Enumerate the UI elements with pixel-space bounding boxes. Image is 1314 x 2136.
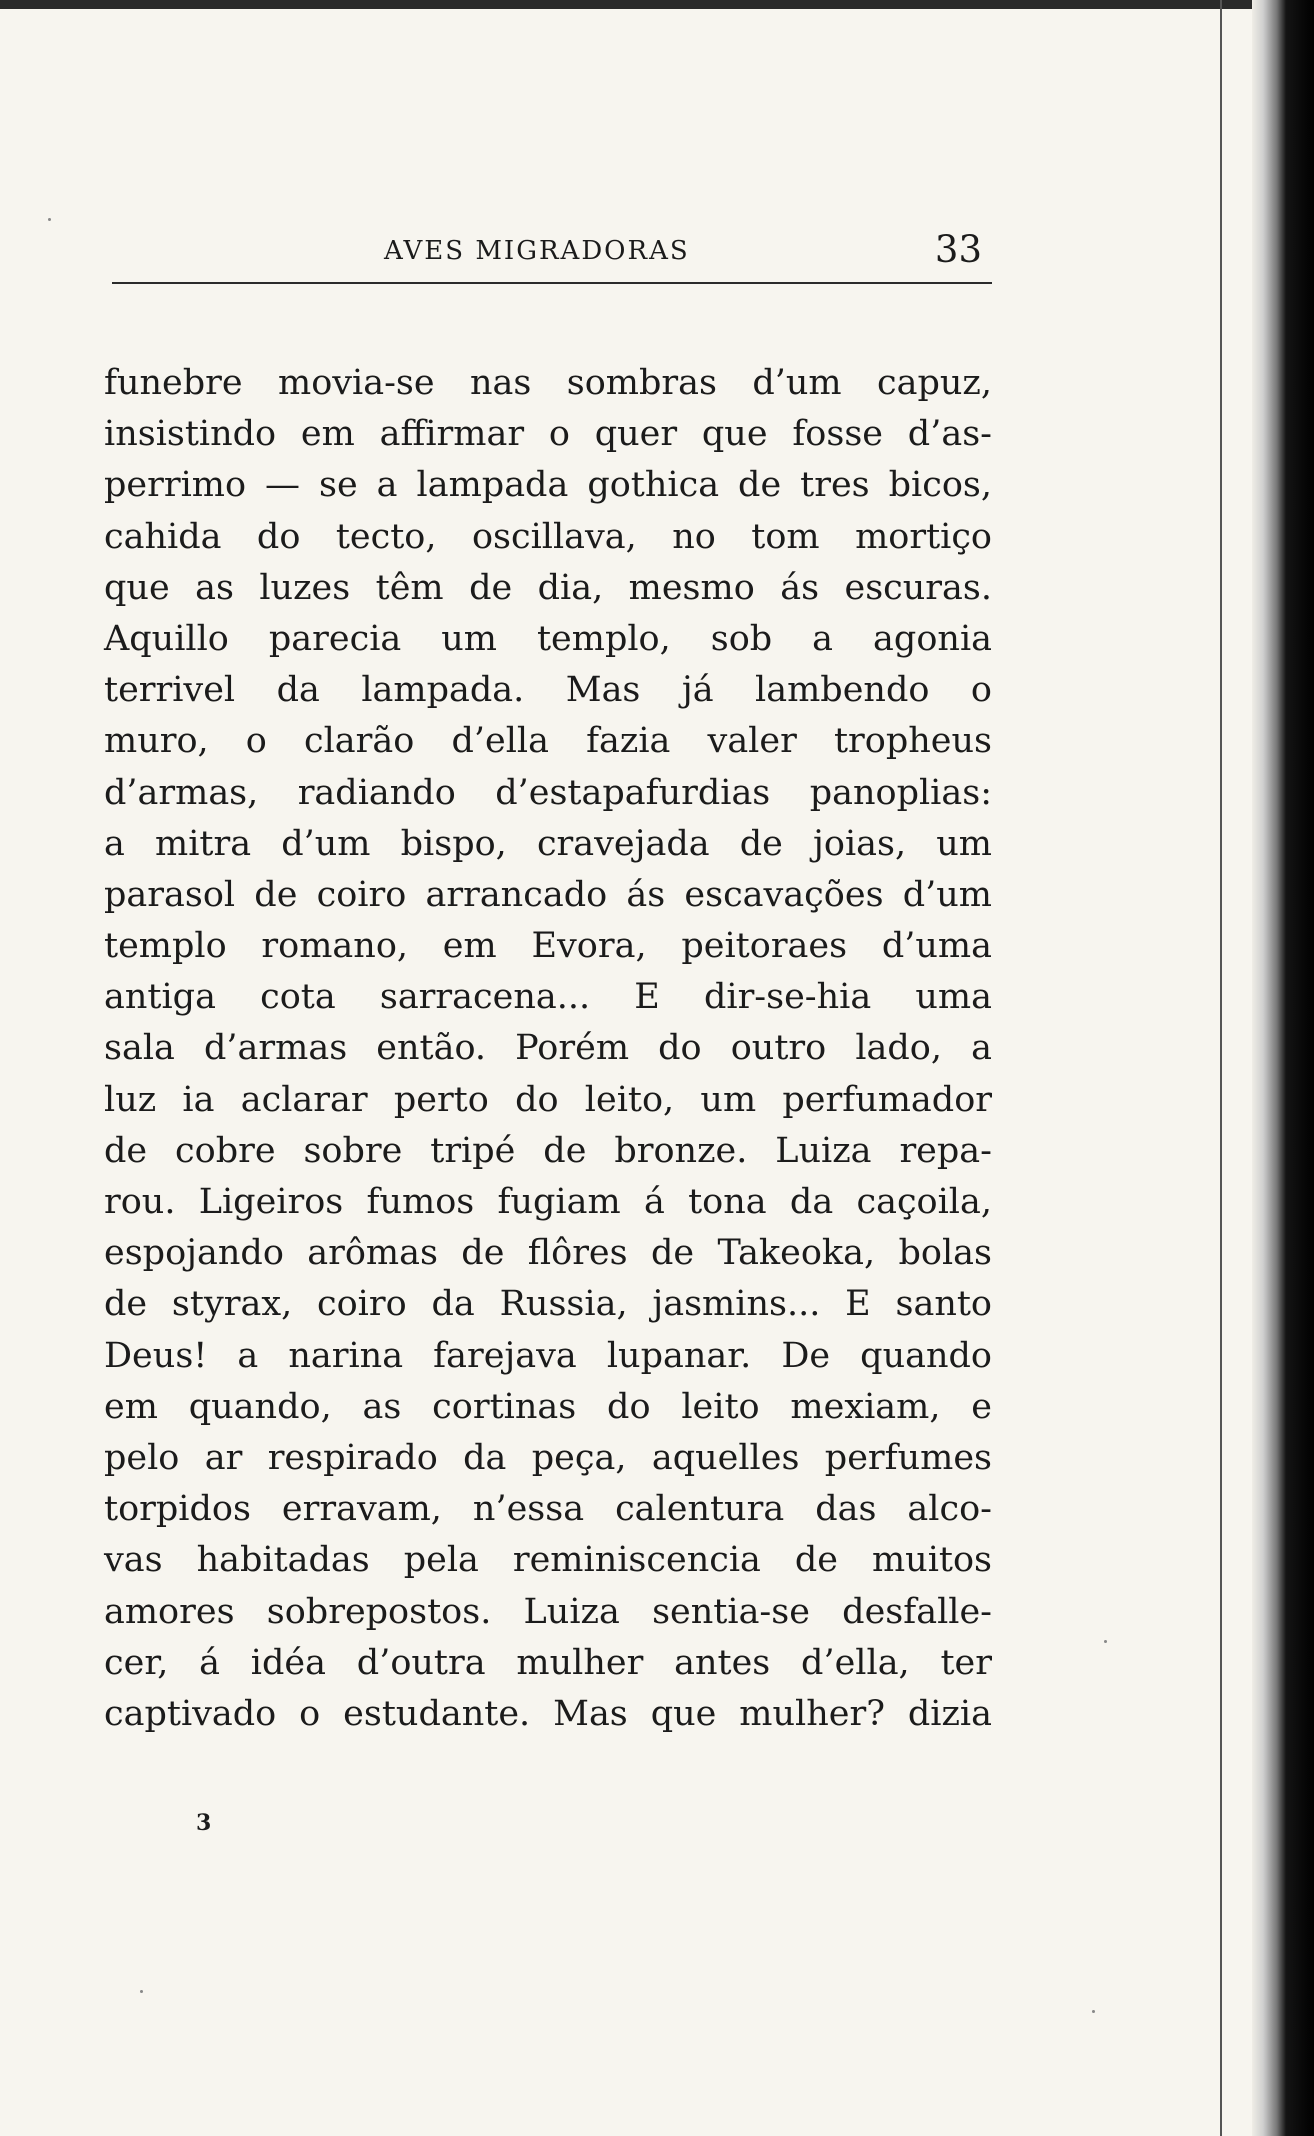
text-line: antiga cota sarracena... E dir-se-hia uma bbox=[104, 977, 992, 1018]
text-line: insistindo em affirmar o quer que fosse d’as- bbox=[104, 414, 992, 455]
book-binding-edge bbox=[1252, 0, 1314, 2136]
text-line: funebre movia-se nas sombras d’um capuz, bbox=[104, 363, 992, 403]
body-text bbox=[104, 358, 992, 1740]
text-line: a mitra d’um bispo, cravejada de joias, um bbox=[104, 823, 992, 864]
text-line: que as luzes têm de dia, mesmo ás escuras. bbox=[104, 567, 992, 608]
paper-speck bbox=[48, 218, 51, 221]
paper-speck bbox=[140, 1990, 143, 1993]
text-line: pelo ar respirado da peça, aquelles perfumes bbox=[104, 1437, 992, 1478]
text-line: espojando arômas de flôres de Takeoka, bolas bbox=[104, 1233, 992, 1274]
text-line: cahida do tecto, oscillava, no tom mortiço bbox=[104, 516, 992, 557]
header-rule bbox=[112, 282, 992, 284]
text-line: templo romano, em Evora, peitoraes d’uma bbox=[104, 926, 992, 967]
signature-mark: 3 bbox=[196, 1810, 212, 1836]
text-line: sala d’armas então. Porém do outro lado, a bbox=[104, 1028, 992, 1069]
paper-speck bbox=[1092, 2010, 1095, 2013]
text-line: vas habitadas pela reminiscencia de muitos bbox=[104, 1540, 992, 1581]
paper-speck bbox=[1104, 1640, 1107, 1643]
page-top-edge bbox=[0, 0, 1314, 9]
text-line: luz ia aclarar perto do leito, um perfumador bbox=[104, 1079, 992, 1120]
text-line: rou. Ligeiros fumos fugiam á tona da caçoila, bbox=[104, 1182, 992, 1222]
text-line: Aquillo parecia um templo, sob a agonia bbox=[104, 618, 992, 659]
text-line: terrivel da lampada. Mas já lambendo o bbox=[104, 670, 992, 711]
text-line: de styrax, coiro da Russia, jasmins... E santo bbox=[104, 1284, 992, 1325]
text-line: torpidos erravam, n’essa calentura das alco- bbox=[104, 1489, 992, 1530]
text-line: perrimo — se a lampada gothica de tres bicos, bbox=[104, 465, 992, 506]
binding-shadow-line bbox=[1220, 0, 1222, 2136]
text-line: parasol de coiro arrancado ás escavações d’um bbox=[104, 874, 992, 915]
running-header bbox=[112, 228, 992, 288]
running-title: AVES MIGRADORAS bbox=[384, 236, 690, 266]
text-line: d’armas, radiando d’estapafurdias panoplias: bbox=[104, 772, 992, 813]
text-line: cer, á idéa d’outra mulher antes d’ella, ter bbox=[104, 1642, 992, 1683]
text-line: Deus! a narina farejava lupanar. De quando bbox=[104, 1335, 992, 1376]
text-line: de cobre sobre tripé de bronze. Luiza repa- bbox=[104, 1130, 992, 1171]
text-line: amores sobrepostos. Luiza sentia-se desfalle- bbox=[104, 1591, 992, 1632]
text-line: em quando, as cortinas do leito mexiam, e bbox=[104, 1386, 992, 1427]
text-line: captivado o estudante. Mas que mulher? dizia bbox=[104, 1693, 992, 1734]
page-number: 33 bbox=[934, 228, 982, 271]
text-line: muro, o clarão d’ella fazia valer tropheus bbox=[104, 721, 992, 762]
